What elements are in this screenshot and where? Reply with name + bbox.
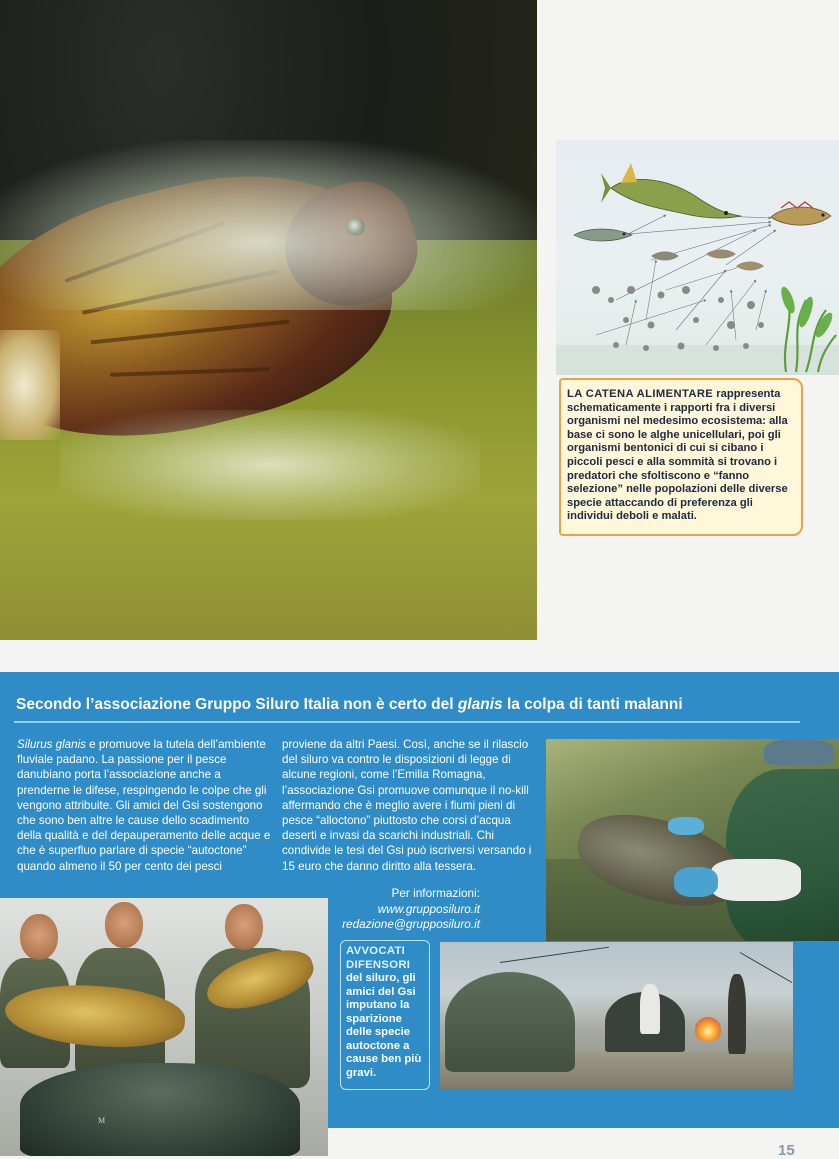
- food-chain-caption: [559, 378, 803, 536]
- photo-catfish-release: [546, 739, 839, 941]
- caption-lead: LA CATENA ALIMENTARE: [567, 388, 714, 400]
- email-link[interactable]: redazione@grupposiluro.it: [342, 917, 480, 931]
- article-title: [16, 696, 816, 714]
- species-name: Silurus glanis: [17, 738, 86, 751]
- photo-fishing-camp: [440, 942, 793, 1089]
- photo-anglers-carp: [0, 898, 328, 1156]
- title-part-1: Secondo l’associazione Gruppo Siluro Italia non è certo del: [16, 696, 458, 713]
- article-column-1: [17, 737, 272, 874]
- article-column-2: [282, 737, 540, 874]
- page-number: 15: [778, 1142, 795, 1159]
- title-italic: glanis: [457, 696, 503, 713]
- column-1-text: e promuove la tutela dell’ambiente fluviale padano. La passione per il pesce danubiano porta l’associazione anche a prenderne le difese, respingendo le colpe che gli vengono attribuite. Gli amici del Gsi sostengono che sono ben altre le cause dello scadimento della qualità e del depauperamento delle acque e che è superfluo parlare di specie “autoctone” quando almeno il 50 per cento dei pesci: [17, 738, 271, 873]
- mat-logo: M: [98, 1116, 106, 1125]
- website-link[interactable]: www.grupposiluro.it: [377, 901, 480, 916]
- caption-text: rappresenta schematicamente i rapporti fra i diversi organismi nel medesimo ecosistema: alla base ci sono le alghe unicellulari, poi gli organismi bentonici di cui si cibano i piccoli pesci e alla sommità si trovano i predatori che sfoltiscono e “fanno selezione” nelle popolazioni delle diverse specie attaccando di preferenza gli individui deboli e malati.: [567, 388, 788, 523]
- defenders-note: [340, 940, 430, 1090]
- title-part-2: la colpa di tanti malanni: [502, 696, 683, 713]
- defenders-text: del siluro, gli amici del Gsi imputano la sparizione delle specie autoctone a cause ben più gravi.: [346, 972, 422, 1079]
- info-label: Per informazioni:: [391, 886, 480, 900]
- food-chain-diagram: [556, 140, 839, 375]
- photo-fish-splash: [0, 0, 537, 640]
- title-divider: [14, 721, 800, 723]
- column-2-text: proviene da altri Paesi. Così, anche se il rilascio del siluro va contro le disposizioni di legge di alcune regioni, come l’Emilia Romagna, l’associazione Gsi promuove comunque il no-kill affermando che è meglio avere i fiumi pieni di pesce “alloctono” piuttosto che corsi d’acqua deserti e invasi da scarichi industriali. Chi condivide le tesi del Gsi può iscriversi versando i 15 euro che danno diritto alla tessera.: [282, 738, 532, 873]
- defenders-lead: AVVOCATI DIFENSORI: [346, 945, 411, 971]
